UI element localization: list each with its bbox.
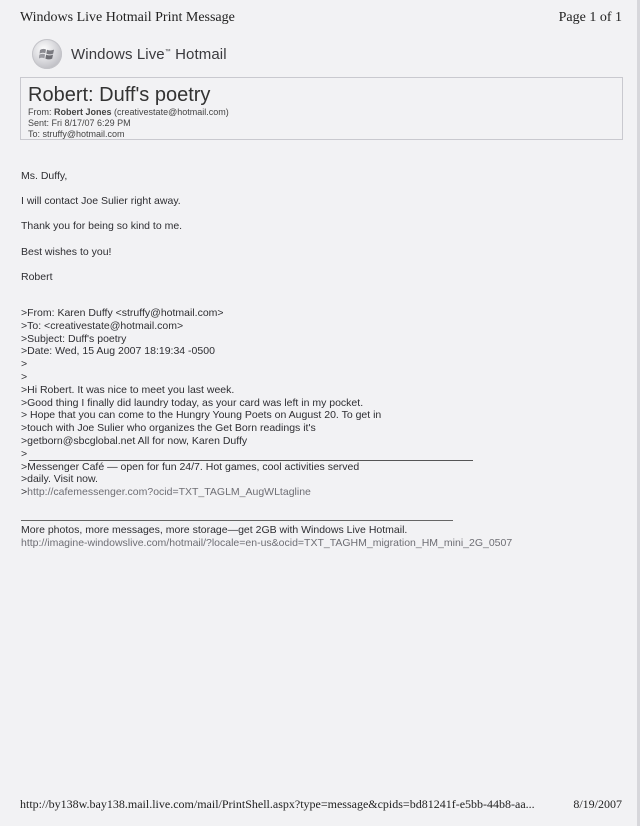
message-header: [20, 77, 623, 140]
hotmail-ad-text: More photos, more messages, more storage—get 2GB with Windows Live Hotmail.: [21, 524, 408, 536]
print-url: http://by138w.bay138.mail.live.com/mail/PrintShell.aspx?type=message&cpids=bd81241f-e5bb-44b8-aa...: [20, 797, 535, 811]
hotmail-ad-link[interactable]: http://imagine-windowslive.com/hotmail/?locale=en-us&ocid=TXT_TAGHM_migration_HM_mini_2G_0507: [21, 537, 513, 549]
quoted-line: >touch with Joe Sulier who organizes the Get Born readings it's: [21, 422, 316, 435]
sender-email: (creativestate@hotmail.com): [114, 107, 229, 117]
signature-divider: [21, 520, 453, 521]
quoted-line: >Good thing I finally did laundry today, as your card was left in my pocket.: [21, 396, 364, 409]
body-paragraph: I will contact Joe Sulier right away.: [21, 195, 181, 207]
from-line: From: Robert Jones (creativestate@hotmail.com): [28, 107, 229, 117]
sender-name: Robert Jones: [54, 107, 112, 117]
windows-live-logo-icon: [32, 39, 62, 69]
greeting: Ms. Duffy,: [21, 170, 68, 182]
quoted-line: > Hope that you can come to the Hungry Young Poets on August 20. To get in: [21, 409, 382, 422]
quoted-link-line: >http://cafemessenger.com?ocid=TXT_TAGLM_AugWLtagline: [21, 486, 311, 499]
sent-line: Sent: Fri 8/17/07 6:29 PM: [28, 118, 131, 128]
quoted-line: >getborn@sbcglobal.net All for now, Karen Duffy: [21, 434, 248, 447]
quoted-message: [21, 307, 621, 499]
quoted-line: >Date: Wed, 15 Aug 2007 18:19:34 -0500: [21, 345, 215, 358]
print-title: Windows Live Hotmail Print Message: [20, 10, 235, 25]
body-paragraph: Thank you for being so kind to me.: [21, 220, 183, 232]
body-paragraph: Best wishes to you!: [21, 246, 112, 258]
message-subject: Robert: Duff's poetry: [28, 84, 211, 106]
brand-header: [32, 38, 227, 70]
brand-name: Windows Live™ Hotmail: [71, 45, 227, 63]
quoted-divider: >: [21, 448, 621, 461]
quoted-line: >: [21, 370, 28, 383]
signature: Robert: [21, 271, 53, 283]
cafe-messenger-link[interactable]: http://cafemessenger.com?ocid=TXT_TAGLM_AugWLtagline: [27, 486, 311, 499]
quoted-line: >To: <creativestate@hotmail.com>: [21, 319, 184, 332]
page-number: Page 1 of 1: [558, 10, 622, 25]
quoted-line: >: [21, 358, 28, 371]
quoted-line: >From: Karen Duffy <struffy@hotmail.com>: [21, 307, 224, 319]
quoted-line: >daily. Visit now.: [21, 473, 98, 486]
recipient-email: struffy@hotmail.com: [42, 129, 125, 139]
print-date: 8/19/2007: [573, 797, 622, 811]
quoted-line: >Messenger Café — open for fun 24/7. Hot games, cool activities served: [21, 460, 360, 473]
divider-rule: [29, 453, 473, 461]
sent-date: Fri 8/17/07 6:29 PM: [51, 118, 131, 128]
quoted-line: >Hi Robert. It was nice to meet you last week.: [21, 383, 235, 396]
to-line: To: struffy@hotmail.com: [28, 129, 125, 139]
quoted-line: >Subject: Duff's poetry: [21, 332, 127, 345]
